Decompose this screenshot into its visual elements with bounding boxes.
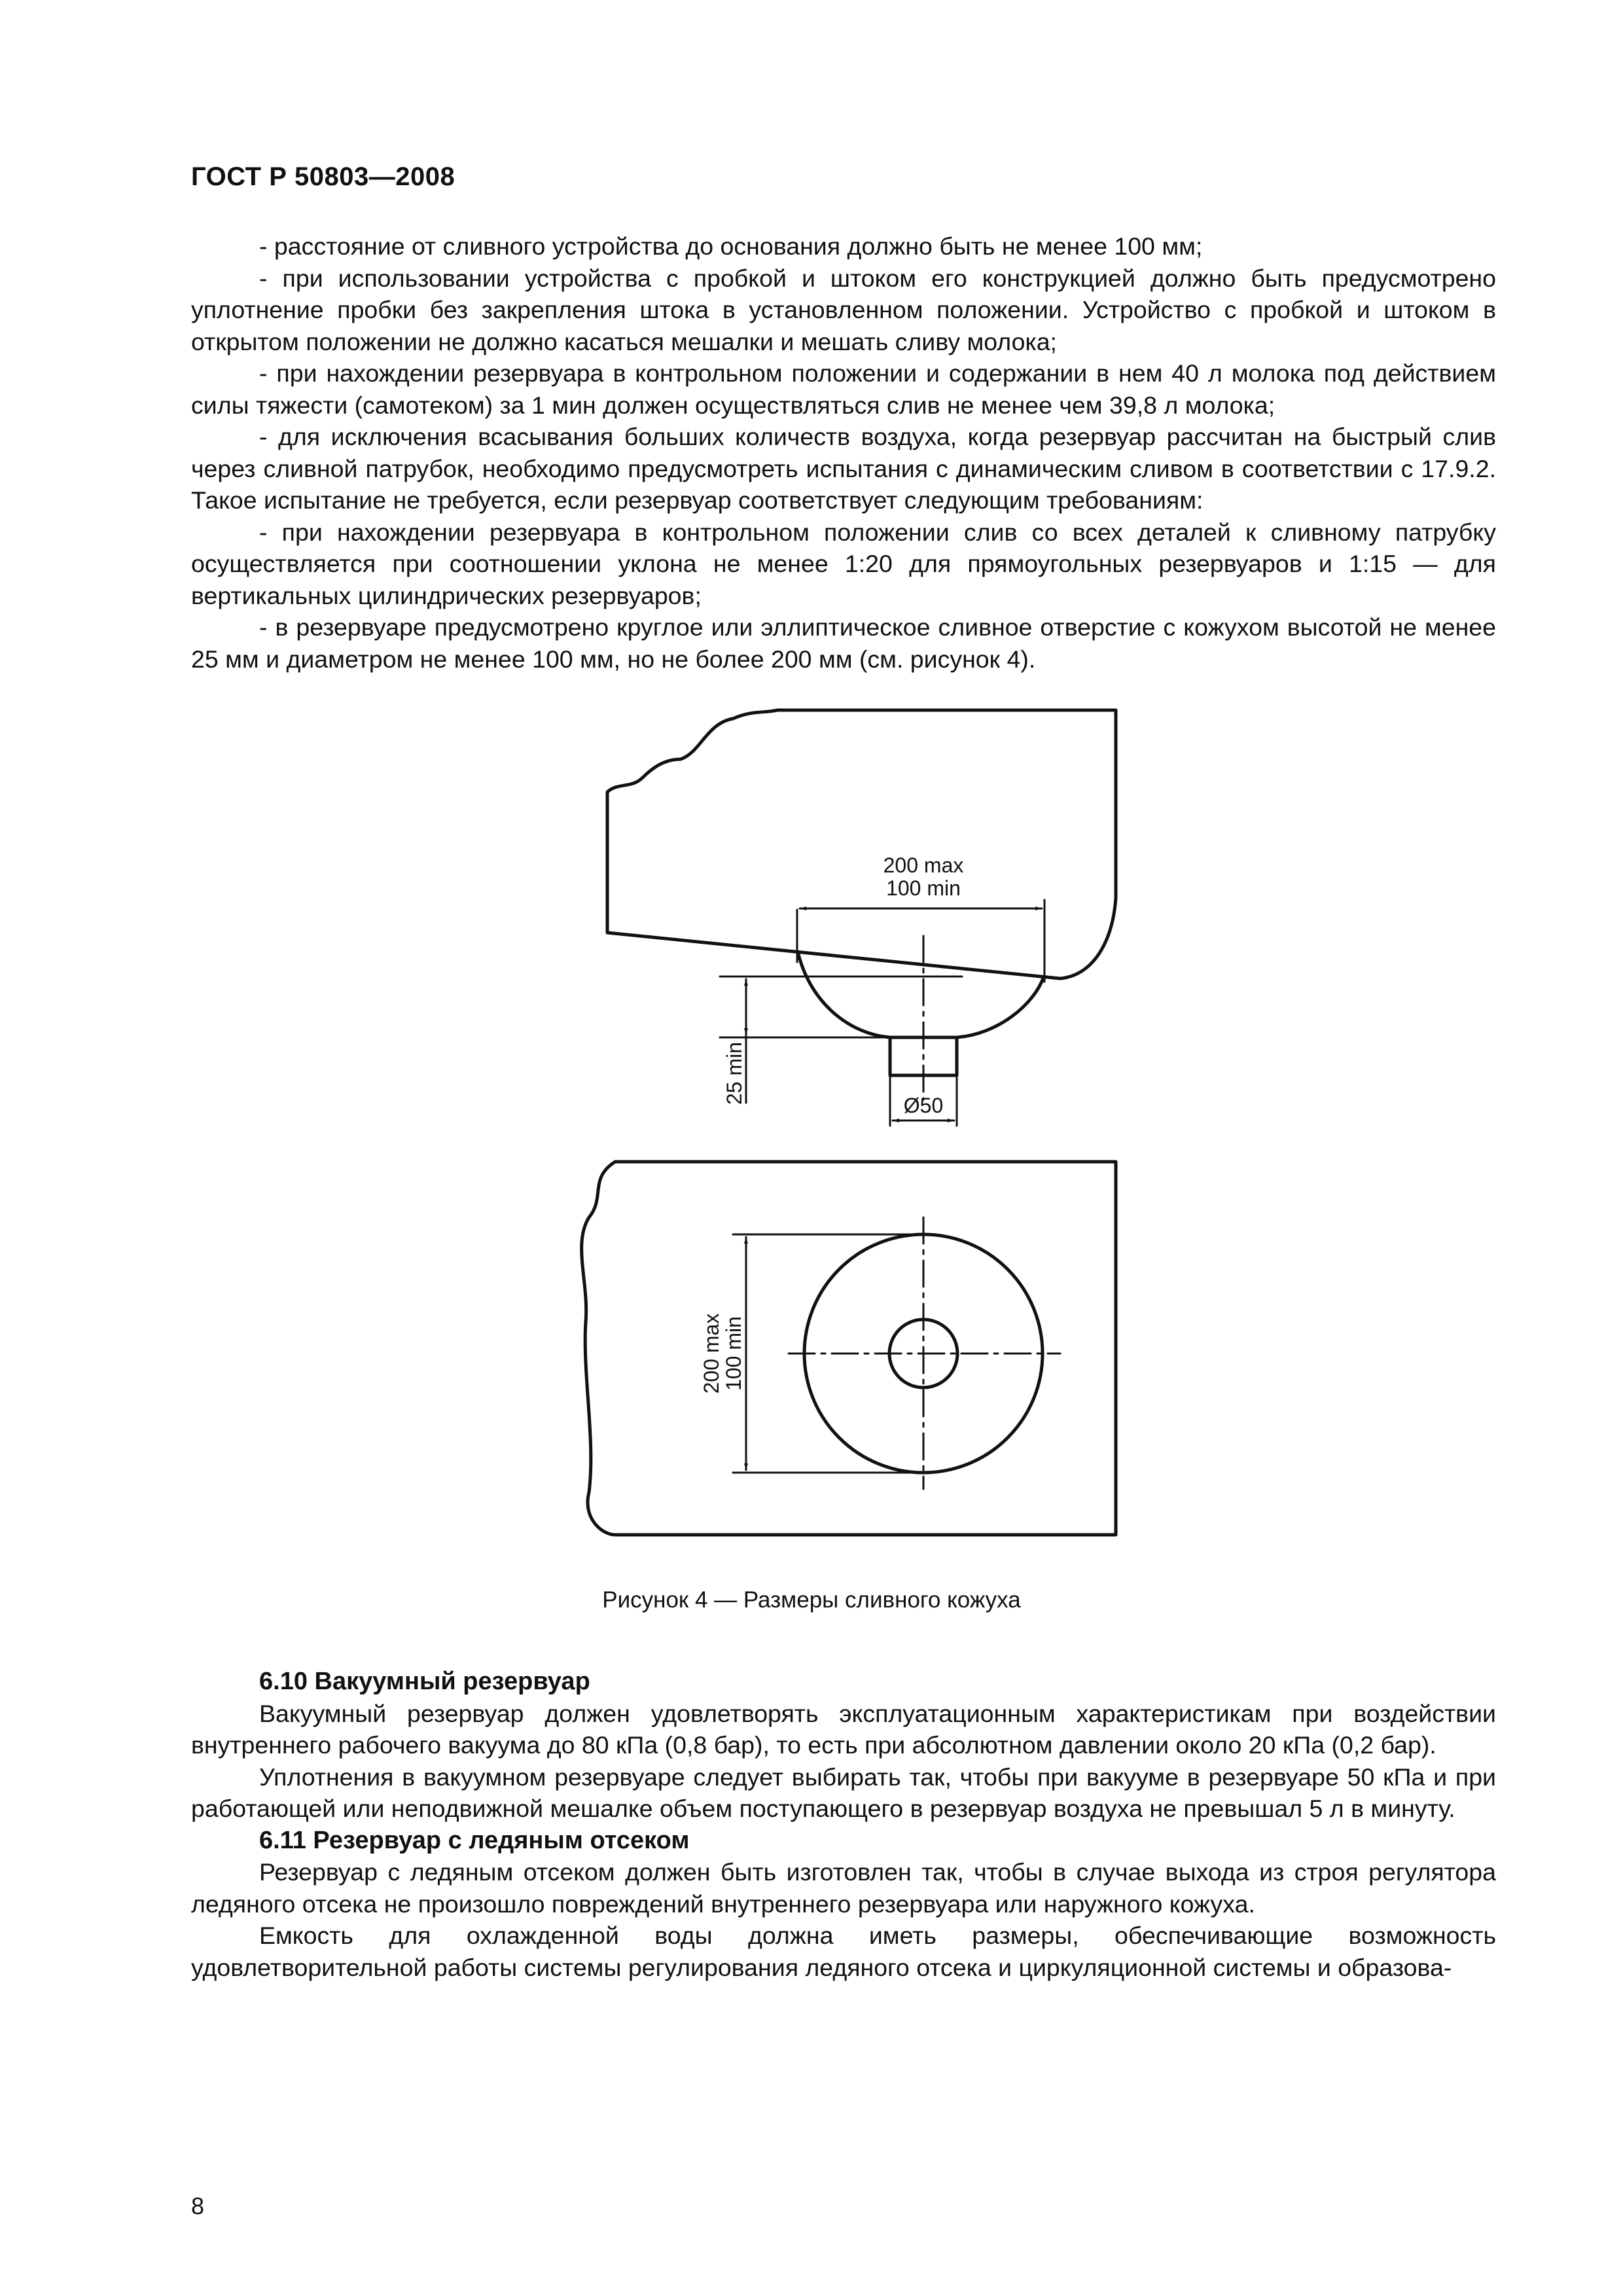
paragraph: Резервуар с ледяным отсеком должен быть изготовлен так, чтобы в случае выхода из строя регулятора ледяного отсека не произошло повреждений внутреннего резервуара или наружного кожуха. (191, 1858, 1496, 1918)
sections-text (191, 1666, 1496, 1983)
requirement-item: - при использовании устройства с пробкой и штоком его конструкцией должно быть предусмотрено уплотнение пробки без закрепления штока в установленном положении. Устройство с пробкой и штоком в открытом положении не должно касаться мешалки и мешать сливу молока; (191, 264, 1496, 355)
plan-view (582, 1162, 1116, 1535)
figure-caption: Рисунок 4 — Размеры сливного кожуха (602, 1587, 1021, 1613)
section-heading: 6.10 Вакуумный резервуар (259, 1668, 590, 1695)
section-heading: 6.11 Резервуар с ледяным отсеком (259, 1826, 690, 1854)
plan-outline (582, 1162, 1116, 1535)
drain-housing-dome (798, 954, 1044, 1037)
requirement-item: - расстояние от сливного устройства до основания должно быть не менее 100 мм; (259, 232, 1203, 260)
page-number: 8 (191, 2193, 205, 2219)
requirement-item: - при нахождении резервуара в контрольном положении слив со всех деталей к сливному патрубку осуществляется при соотношении уклона не менее 1:20 для прямоугольных резервуаров и 1:15 — для вертикальных цилиндрических резервуаров; (191, 518, 1496, 609)
requirement-item: - в резервуаре предусмотрено круглое или эллиптическое сливное отверстие с кожухом высотой не менее 25 мм и диаметром не менее 100 мм, но не более 200 мм (см. рисунок 4). (191, 613, 1496, 673)
requirement-item: - при нахождении резервуара в контрольном положении и содержании в нем 40 л молока под действием силы тяжести (самотеком) за 1 мин должен осуществляться слив не менее чем 39,8 л молока; (191, 359, 1496, 419)
side-view (607, 710, 1116, 1126)
dim-label-outlet: Ø50 (903, 1094, 944, 1117)
paragraph: Емкость для охлажденной воды должна иметь размеры, обеспечивающие возможность удовлетворительной работы системы регулирования ледяного отсека и циркуляционной системы и образова- (191, 1922, 1496, 1981)
dim-label-height: 25 min (722, 1041, 746, 1105)
dim-label-min: 100 min (722, 1316, 745, 1391)
tank-bottom-line (607, 933, 1060, 978)
dim-label-max: 200 max (700, 1313, 723, 1394)
dim-label-max: 200 max (883, 853, 964, 877)
paragraph: Уплотнения в вакуумном резервуаре следует выбирать так, чтобы при вакууме в резервуаре 50 кПа и при работающей или неподвижной мешалке объем поступающего в резервуар воздуха не превышал 5 л в минуту. (191, 1763, 1496, 1822)
tank-outline (607, 710, 1116, 978)
dim-label-min: 100 min (886, 876, 961, 900)
document-header: ГОСТ Р 50803—2008 (191, 162, 455, 191)
requirement-item: - для исключения всасывания больших количеств воздуха, когда резервуар рассчитан на быстрый слив через сливной патрубок, необходимо предусмотреть испытания с динамическим сливом в соответствии с 17.9.2. Такое испытание не требуется, если резервуар соответствует следующим требованиям: (191, 423, 1496, 514)
paragraph: Вакуумный резервуар должен удовлетворять эксплуатационным характеристикам при воздействии внутреннего рабочего вакуума до 80 кПа (0,8 бар), то есть при абсолютном давлении около 20 кПа (0,2 бар). (191, 1699, 1496, 1759)
